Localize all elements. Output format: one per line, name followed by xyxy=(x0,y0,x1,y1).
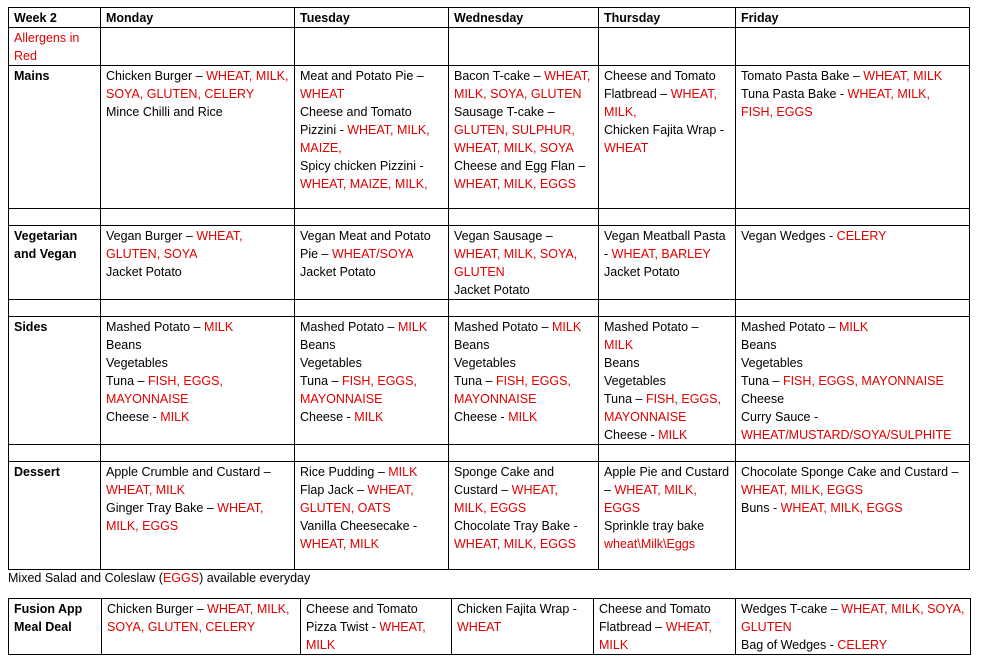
allergen-text: WHEAT, MILK xyxy=(300,537,379,551)
allergen-text: WHEAT, MAIZE, MILK, xyxy=(300,177,428,191)
item-text: Buns - xyxy=(741,501,781,515)
menu-item xyxy=(300,354,443,372)
menu-item xyxy=(300,318,443,336)
item-text: Bacon T-cake – xyxy=(454,69,545,83)
menu-cell-thursday xyxy=(599,462,736,570)
menu-cell-wednesday xyxy=(449,462,599,570)
menu-item xyxy=(741,354,964,372)
item-text: Beans xyxy=(300,338,336,352)
category-label: Fusion App Meal Deal xyxy=(9,599,102,655)
menu-item xyxy=(741,463,964,499)
allergen-text: WHEAT, MILK, SOYA, GLUTEN xyxy=(454,69,591,101)
menu-item xyxy=(454,103,593,157)
item-text: Beans xyxy=(604,356,640,370)
item-text: Mashed Potato – xyxy=(604,320,699,334)
menu-cell-wednesday xyxy=(449,226,599,300)
menu-cell-friday xyxy=(736,317,970,445)
allergen-text: WHEAT, MILK, SOYA, GLUTEN, CELERY xyxy=(106,69,289,101)
allergen-text: WHEAT, MILK, EGGS xyxy=(106,501,264,533)
item-text: Cheese and Tomato Pizza Twist - xyxy=(306,602,418,634)
item-text: Vegan Sausage – xyxy=(454,229,553,243)
item-text: Cheese - xyxy=(454,410,509,424)
item-text: Cheese - xyxy=(604,428,659,442)
allergen-text: FISH, EGGS, MAYONNAISE xyxy=(454,374,571,406)
allergen-text: WHEAT, MILK, EGGS xyxy=(454,483,558,515)
item-text: Tuna – xyxy=(741,374,783,388)
item-text: Mixed Salad and Coleslaw ( xyxy=(8,571,163,585)
allergen-text: wheat\Milk\Eggs xyxy=(604,537,696,551)
row-meal-deal xyxy=(9,599,971,655)
day-header-thursday: Thursday xyxy=(599,8,736,28)
menu-cell-thursday xyxy=(599,226,736,300)
menu-item xyxy=(604,67,730,121)
allergen-text: FISH, EGGS, MAYONNAISE xyxy=(604,392,721,424)
menu-item xyxy=(741,390,964,408)
menu-cell-wednesday xyxy=(452,599,594,655)
item-text: Tuna – xyxy=(300,374,342,388)
menu-item xyxy=(300,103,443,157)
menu-item xyxy=(300,67,443,103)
menu-cell-monday xyxy=(101,462,295,570)
menu-item xyxy=(741,227,964,245)
item-text: Cheese xyxy=(741,392,785,406)
allergen-text: MILK xyxy=(604,338,634,352)
menu-item xyxy=(454,517,593,553)
item-text: Chicken Burger – xyxy=(106,69,207,83)
item-text: Chocolate Sponge Cake and Custard – xyxy=(741,465,959,479)
item-text: Vegetables xyxy=(604,374,666,388)
menu-item xyxy=(454,281,593,299)
item-text: Jacket Potato xyxy=(300,265,376,279)
allergen-text: CELERY xyxy=(837,638,888,652)
day-header-tuesday: Tuesday xyxy=(295,8,449,28)
item-text: Vegetables xyxy=(106,356,168,370)
menu-item xyxy=(300,481,443,517)
menu-item xyxy=(106,499,289,535)
category-label: Sides xyxy=(9,317,101,445)
menu-item xyxy=(604,517,730,553)
menu-item xyxy=(300,517,443,553)
menu-item xyxy=(741,600,965,636)
item-text: Bag of Wedges - xyxy=(741,638,838,652)
item-text: Vegetables xyxy=(741,356,803,370)
menu-cell-friday xyxy=(736,462,970,570)
allergen-text: WHEAT/MUSTARD/SOYA/SULPHITE xyxy=(741,428,952,442)
row-vegetarian-vegan xyxy=(9,226,970,300)
menu-item xyxy=(741,408,964,444)
allergen-text: MILK xyxy=(397,320,428,334)
menu-item xyxy=(599,600,730,654)
menu-item xyxy=(454,67,593,103)
allergen-text: WHEAT, MILK xyxy=(306,620,426,652)
allergen-text: MILK xyxy=(838,320,869,334)
menu-item xyxy=(454,318,593,336)
item-text: Cheese and Tomato Flatbread – xyxy=(604,69,716,101)
allergen-text: WHEAT, GLUTEN, SOYA xyxy=(106,229,243,261)
item-text: Vegan Meatball Pasta - xyxy=(604,229,726,261)
item-text: ) available everyday xyxy=(199,571,311,585)
menu-item xyxy=(741,372,964,390)
meal-deal-table xyxy=(8,598,971,655)
menu-item xyxy=(604,263,730,281)
menu-item xyxy=(454,157,593,193)
allergen-text: WHEAT, MILK, EGGS xyxy=(780,501,903,515)
menu-item xyxy=(106,67,289,103)
allergen-text: WHEAT, MILK, EGGS xyxy=(454,177,577,191)
item-text: Chicken Burger – xyxy=(107,602,208,616)
menu-item xyxy=(300,336,443,354)
allergen-text: WHEAT, MILK, FISH, EGGS xyxy=(741,87,930,119)
menu-cell-thursday xyxy=(599,317,736,445)
item-text: Mashed Potato – xyxy=(741,320,839,334)
allergen-text: WHEAT, BARLEY xyxy=(611,247,711,261)
allergen-text: WHEAT, MILK, EGGS xyxy=(741,483,864,497)
allergen-text: WHEAT xyxy=(300,87,345,101)
menu-cell-monday xyxy=(101,317,295,445)
menu-cell-friday xyxy=(736,66,970,209)
item-text: Cheese - xyxy=(106,410,161,424)
menu-item xyxy=(454,463,593,517)
allergen-text: WHEAT xyxy=(457,620,502,634)
menu-item xyxy=(604,390,730,426)
menu-cell-wednesday xyxy=(449,66,599,209)
day-header-friday: Friday xyxy=(736,8,970,28)
menu-item xyxy=(300,157,443,193)
menu-cell-thursday xyxy=(594,599,736,655)
allergen-text: FISH, EGGS, MAYONNAISE xyxy=(106,374,223,406)
allergen-text: MILK xyxy=(160,410,190,424)
menu-item xyxy=(106,354,289,372)
item-text: Mashed Potato – xyxy=(300,320,398,334)
menu-item xyxy=(741,67,964,85)
menu-cell-friday xyxy=(736,226,970,300)
item-text: Apple Pie and Custard – xyxy=(604,465,730,497)
item-text: Meat and Potato Pie – xyxy=(300,69,424,83)
allergen-text: MILK xyxy=(658,428,688,442)
menu-item xyxy=(604,354,730,372)
allergen-text: WHEAT, MILK, MAIZE, xyxy=(300,123,430,155)
item-text: Vanilla Cheesecake - xyxy=(300,519,418,533)
allergen-text: WHEAT, MILK, SOYA, GLUTEN xyxy=(741,602,965,634)
menu-cell-tuesday xyxy=(295,66,449,209)
allergen-text: CELERY xyxy=(836,229,887,243)
daily-note xyxy=(8,569,310,587)
item-text: Tuna – xyxy=(604,392,646,406)
menu-item xyxy=(106,336,289,354)
item-text: Vegetables xyxy=(300,356,362,370)
item-text: Mince Chilli and Rice xyxy=(106,105,223,119)
menu-item xyxy=(604,372,730,390)
item-text: Sausage T-cake – xyxy=(454,105,555,119)
item-text: Flap Jack – xyxy=(300,483,368,497)
menu-cell-tuesday xyxy=(301,599,452,655)
menu-item xyxy=(106,318,289,336)
menu-item xyxy=(454,372,593,408)
allergen-text: WHEAT, MILK, SOYA, GLUTEN, CELERY xyxy=(107,602,290,634)
item-text: Jacket Potato xyxy=(106,265,182,279)
menu-item xyxy=(454,408,593,426)
menu-item xyxy=(106,463,289,499)
menu-item xyxy=(454,227,593,281)
item-text: Cheese and Tomato Flatbread – xyxy=(599,602,711,634)
menu-item xyxy=(604,227,730,263)
menu-item xyxy=(306,600,446,654)
menu-item xyxy=(300,408,443,426)
item-text: Sprinkle tray bake xyxy=(604,519,705,533)
category-label: Mains xyxy=(9,66,101,209)
menu-item xyxy=(604,426,730,444)
allergen-text: MILK xyxy=(203,320,234,334)
menu-item xyxy=(741,318,964,336)
menu-cell-monday xyxy=(102,599,301,655)
item-text: Vegan Meat and Potato Pie – xyxy=(300,229,431,261)
item-text: Tuna Pasta Bake - xyxy=(741,87,848,101)
menu-item xyxy=(454,354,593,372)
item-text: Beans xyxy=(741,338,777,352)
menu-item xyxy=(107,600,295,636)
menu-item xyxy=(300,372,443,408)
allergen-text: WHEAT, MILK xyxy=(863,69,943,83)
allergen-text: MILK xyxy=(551,320,582,334)
menu-item xyxy=(300,263,443,281)
item-text: Spicy chicken Pizzini - xyxy=(300,159,424,173)
item-text: Vegetables xyxy=(454,356,516,370)
allergen-text: WHEAT xyxy=(604,141,649,155)
menu-item xyxy=(106,372,289,408)
item-text: Jacket Potato xyxy=(604,265,680,279)
menu-cell-friday xyxy=(736,599,971,655)
menu-cell-tuesday xyxy=(295,462,449,570)
item-text: Cheese - xyxy=(300,410,355,424)
allergen-note: Allergens in Red xyxy=(9,28,101,66)
menu-cell-monday xyxy=(101,226,295,300)
item-text: Tuna – xyxy=(106,374,148,388)
menu-item xyxy=(454,336,593,354)
allergen-text: WHEAT, MILK, xyxy=(604,87,718,119)
item-text: Tuna – xyxy=(454,374,496,388)
allergen-text: MILK xyxy=(388,465,418,479)
allergen-text: WHEAT, MILK, EGGS xyxy=(454,537,577,551)
row-mains xyxy=(9,66,970,209)
menu-cell-thursday xyxy=(599,66,736,209)
item-text: Beans xyxy=(106,338,142,352)
menu-item xyxy=(741,499,964,517)
day-header-monday: Monday xyxy=(101,8,295,28)
menu-item xyxy=(300,463,443,481)
item-text: Vegan Burger – xyxy=(106,229,197,243)
menu-cell-tuesday xyxy=(295,317,449,445)
allergen-text: MILK xyxy=(354,410,384,424)
allergen-text: EGGS xyxy=(162,571,200,585)
item-text: Ginger Tray Bake – xyxy=(106,501,218,515)
item-text: Beans xyxy=(454,338,490,352)
day-header-wednesday: Wednesday xyxy=(449,8,599,28)
category-label: Vegetarian and Vegan xyxy=(9,226,101,300)
item-text: Mashed Potato – xyxy=(454,320,552,334)
menu-item xyxy=(106,227,289,263)
allergen-text: FISH, EGGS, MAYONNAISE xyxy=(782,374,944,388)
menu-cell-tuesday xyxy=(295,226,449,300)
allergen-text: WHEAT, MILK, SOYA, GLUTEN xyxy=(454,247,578,279)
week-label: Week 2 xyxy=(9,8,101,28)
item-text: Wedges T-cake – xyxy=(741,602,842,616)
menu-item xyxy=(604,318,730,354)
menu-item xyxy=(106,263,289,281)
allergen-text: GLUTEN, SULPHUR, WHEAT, MILK, SOYA xyxy=(454,123,575,155)
item-text: Chicken Fajita Wrap - xyxy=(604,123,724,137)
menu-item xyxy=(741,85,964,121)
category-label: Dessert xyxy=(9,462,101,570)
menu-item xyxy=(741,336,964,354)
menu-item xyxy=(106,408,289,426)
item-text: Chocolate Tray Bake - xyxy=(454,519,578,533)
item-text: Cheese and Tomato Pizzini - xyxy=(300,105,412,137)
item-text: Vegan Wedges - xyxy=(741,229,837,243)
row-dessert xyxy=(9,462,970,570)
row-sides xyxy=(9,317,970,445)
item-text: Chicken Fajita Wrap - xyxy=(457,602,577,616)
menu-cell-monday xyxy=(101,66,295,209)
menu-cell-wednesday xyxy=(449,317,599,445)
item-text: Apple Crumble and Custard – xyxy=(106,465,271,479)
item-text: Mashed Potato – xyxy=(106,320,204,334)
menu-item xyxy=(604,121,730,157)
menu-item xyxy=(604,463,730,517)
menu-item xyxy=(300,227,443,263)
item-text: Sponge Cake and Custard – xyxy=(454,465,555,497)
allergen-text: WHEAT, MILK xyxy=(106,483,185,497)
menu-item xyxy=(457,600,588,636)
allergen-text: WHEAT, MILK, EGGS xyxy=(604,483,697,515)
allergen-text: FISH, EGGS, MAYONNAISE xyxy=(300,374,417,406)
allergen-text: WHEAT/SOYA xyxy=(331,247,414,261)
allergen-text: MILK xyxy=(508,410,538,424)
allergen-text: WHEAT, MILK xyxy=(599,620,713,652)
menu-item xyxy=(741,636,965,654)
item-text: Rice Pudding – xyxy=(300,465,389,479)
item-text: Cheese and Egg Flan – xyxy=(454,159,586,173)
weekly-menu-table xyxy=(8,7,970,570)
allergen-text: WHEAT, GLUTEN, OATS xyxy=(300,483,414,515)
item-text: Curry Sauce - xyxy=(741,410,819,424)
item-text: Tomato Pasta Bake – xyxy=(741,69,864,83)
menu-item xyxy=(106,103,289,121)
item-text: Jacket Potato xyxy=(454,283,530,297)
